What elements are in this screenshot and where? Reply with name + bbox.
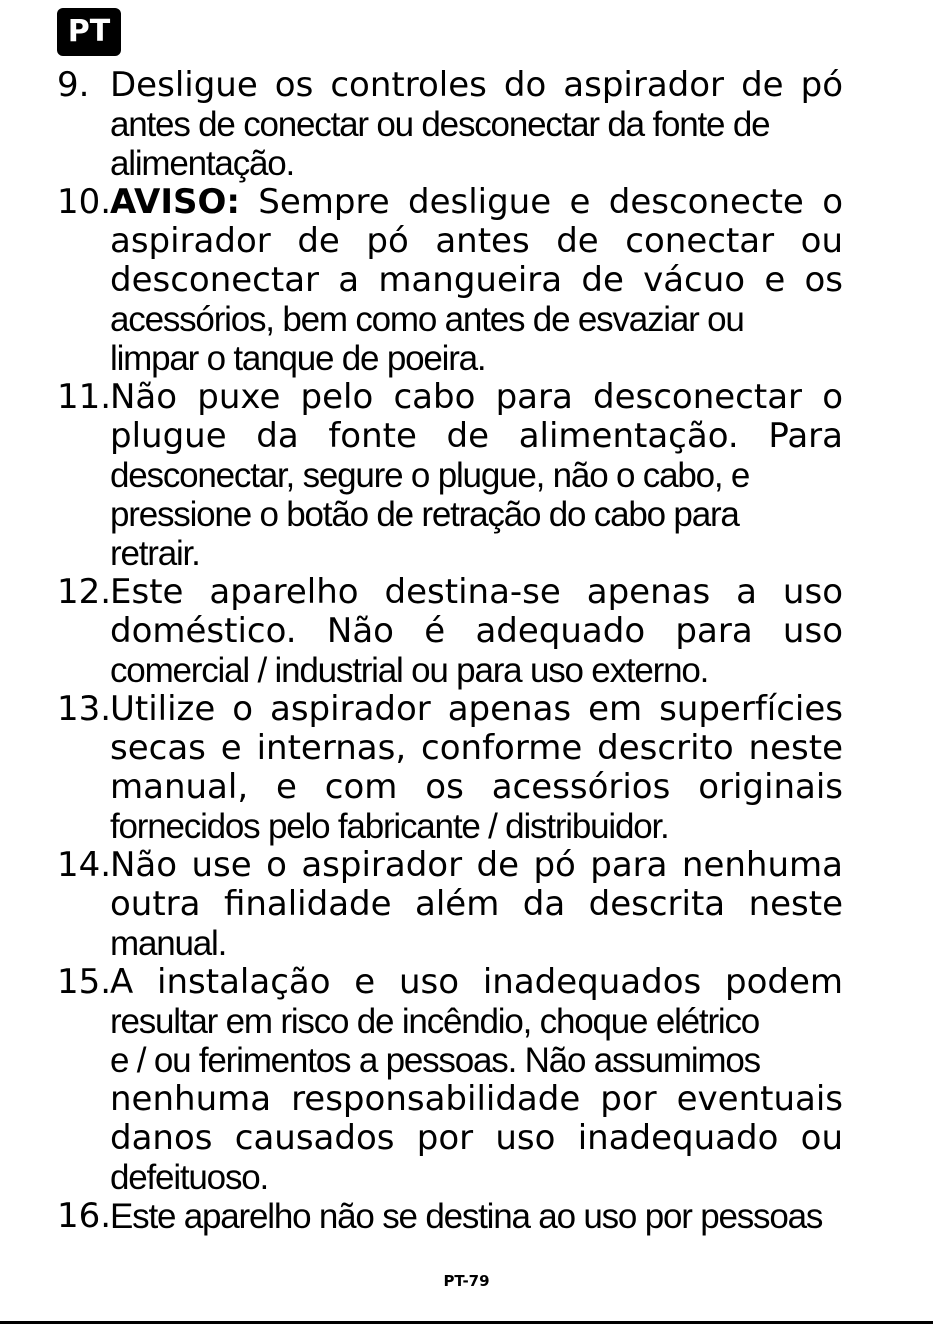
item-text-line: comercial / industrial ou para uso externo. <box>110 651 709 690</box>
list-item <box>57 378 843 573</box>
item-text-line: manual. <box>110 924 227 963</box>
item-text-line: resultar em risco de incêndio, choque elétrico <box>110 1002 760 1041</box>
item-text-line: aspirador de pó antes de conectar ou <box>110 221 843 261</box>
item-text-line: Este aparelho não se destina ao uso por pessoas <box>110 1197 823 1236</box>
list-item <box>57 183 843 378</box>
warning-label: AVISO: <box>110 182 240 222</box>
item-text-line: e / ou ferimentos a pessoas. Não assumimos <box>110 1041 760 1080</box>
item-text-line: outra finalidade além da descrita neste <box>110 884 843 924</box>
item-number: 11. <box>57 377 112 417</box>
item-text-line: Não use o aspirador de pó para nenhuma <box>110 845 843 885</box>
list-item <box>57 1197 843 1236</box>
item-text-line: plugue da fonte de alimentação. Para <box>110 416 843 456</box>
page-number: PT-79 <box>443 1272 490 1290</box>
item-text-line: Utilize o aspirador apenas em superfícies <box>110 689 843 729</box>
item-text-line: danos causados por uso inadequado ou <box>110 1118 843 1158</box>
item-number: 16. <box>57 1196 112 1236</box>
item-number: 14. <box>57 845 112 885</box>
item-number: 13. <box>57 689 112 729</box>
item-text-line: retrair. <box>110 534 200 573</box>
language-badge: PT <box>57 8 121 56</box>
item-number: 12. <box>57 572 112 612</box>
item-text-line: acessórios, bem como antes de esvaziar ou <box>110 300 744 339</box>
item-number: 9. <box>57 65 90 105</box>
list-item <box>57 573 843 690</box>
item-number: 15. <box>57 962 112 1002</box>
item-text-line: Não puxe pelo cabo para desconectar o <box>110 377 843 417</box>
item-text-line: alimentação. <box>110 144 295 183</box>
item-text-line: Desligue os controles do aspirador de pó <box>110 65 843 105</box>
item-text-line: doméstico. Não é adequado para uso <box>110 611 843 651</box>
item-text-line: A instalação e uso inadequados podem <box>110 962 843 1002</box>
item-text-line: defeituoso. <box>110 1158 269 1197</box>
list-item <box>57 963 843 1197</box>
instruction-list <box>57 66 843 1236</box>
item-text-line: desconectar a mangueira de vácuo e os <box>110 260 843 300</box>
item-text-line: antes de conectar ou desconectar da fonte de <box>110 105 770 144</box>
item-text-line: Este aparelho destina-se apenas a uso <box>110 572 843 612</box>
list-item <box>57 846 843 963</box>
item-number: 10. <box>57 182 112 222</box>
item-text-line: nenhuma responsabilidade por eventuais <box>110 1079 843 1119</box>
item-text-line: secas e internas, conforme descrito neste <box>110 728 843 768</box>
item-text-line: AVISO: Sempre desligue e desconecte o <box>110 182 843 222</box>
item-text-line: limpar o tanque de poeira. <box>110 339 486 378</box>
item-text-line: manual, e com os acessórios originais <box>110 767 843 807</box>
item-text-line: fornecidos pelo fabricante / distribuidor. <box>110 807 669 846</box>
item-text-line: desconectar, segure o plugue, não o cabo, e <box>110 456 750 495</box>
list-item <box>57 690 843 846</box>
list-item <box>57 66 843 183</box>
item-text-line: pressione o botão de retração do cabo para <box>110 495 739 534</box>
